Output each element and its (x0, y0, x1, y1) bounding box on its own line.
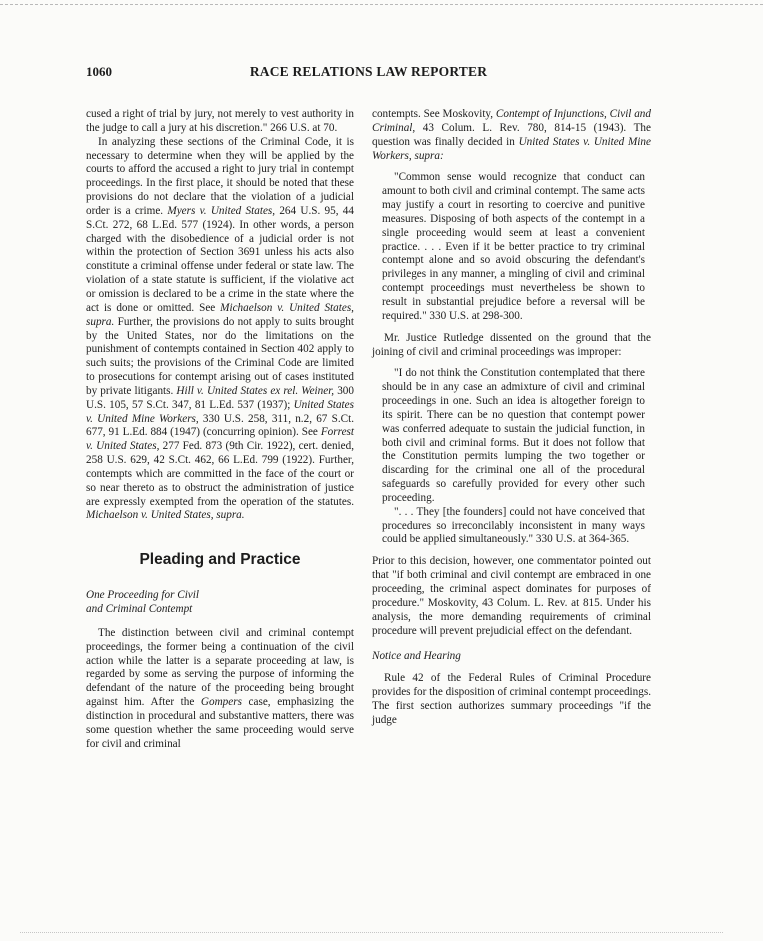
paragraph: contempts. See Moskovity, Contempt of Injunctions, Civil and Criminal, 43 Colum. L. Rev. 780, 814-15 (1943). The question was finally decided in United States v. United Mine Workers, supra: (372, 108, 651, 162)
paragraph: The distinction between civil and criminal contempt proceedings, the former being a continuation of the civil action while the latter is a separate proceeding at law, is regarded by some as serving the purpose of informing the defendant of the nature of the proceeding being brought against him. After the Gompers case, emphasizing the distinction in procedural and substantive matters, there was some question whether the same proceeding would serve for civil and criminal (86, 626, 354, 750)
paragraph: Prior to this decision, however, one commentator pointed out that "if both criminal and civil contempt are embraced in one proceeding, the criminal aspect dominates for purposes of procedure." Moskovity, 43 Colum. L. Rev. at 815. Under his analysis, the more demanding requirements of criminal procedure will prevent prejudicial effect on the defendant. (372, 555, 651, 637)
case-citation: Forrest v. United States, (86, 426, 354, 453)
paragraph: In analyzing these sections of the Criminal Code, it is necessary to determine when they will be applied by the courts to afford the accused a right to jury trial in contempt proceedings. In the first place, it should be noted that these provisions do not declare that the violation of a judicial order is a crime. Myers v. United States, 264 U.S. 95, 44 S.Ct. 272, 68 L.Ed. 577 (1924). In other words, a person charged with the disobedience of a judicial order is not within the protection of Section 3691 unless his acts also constitute a criminal offense under federal or state law. The violation of a state statute is sufficient, if the violative act or omission is declared to be a crime in the state where the act is done or omitted. See Michaelson v. United States, supra. Further, the provisions do not apply to suits brought by the United States, nor do the limitations on the punishment of contempts contained in Section 402 apply to such suits; the provisions of the Criminal Code are limited to prosecutions for contempt arising out of cases instituted by private litigants. Hill v. United States ex rel. Weiner, 300 U.S. 105, 57 S.Ct. 347, 81 L.Ed. 537 (1937); United States v. United Mine Workers, 330 U.S. 258, 311, n.2, 67 S.Ct. 677, 91 L.Ed. 884 (1947) (concurring opinion). See Forrest v. United States, 277 Fed. 873 (9th Cir. 1922), cert. denied, 258 U.S. 629, 42 S.Ct. 462, 66 L.Ed. 799 (1922). Further, contempts which are committed in the face of the court or so near thereto as to obstruct the administration of justice are expressly exempted from the operation of the statutes. Michaelson v. United States, supra. (86, 135, 355, 522)
scan-top-border (0, 4, 763, 5)
scan-bottom-border (20, 932, 723, 933)
section-title: Pleading and Practice (139, 551, 301, 569)
article-citation: Contempt of Injunctions, Civil and Criminal, (372, 108, 651, 134)
paragraph: Mr. Justice Rutledge dissented on the ground that the joining of civil and criminal proceedings was improper: (372, 331, 651, 358)
subsection-heading: Notice and Hearing (372, 650, 461, 663)
paragraph: cused a right of trial by jury, not merely to vest authority in the judge to call a jury at his discretion." 266 U.S. at 70. (86, 108, 354, 134)
case-citation: Gompers (200, 696, 242, 709)
case-citation: Hill v. United States ex rel. Weiner, (176, 384, 335, 397)
case-citation: Myers v. United States, (167, 204, 276, 217)
block-quote: "I do not think the Constitution contemplated that there should be in any case an admixture of civil and criminal proceedings in one. Such an idea is altogether foreign to its spirit. There can be no question that contempt power was conferred adequate to sustain the judicial function, in both civil and criminal forms. But it does not follow that the Constitution permits lumping the two together or discarding for the criminal one all of the procedural safeguards so carefully provided for every other such proceeding. ". . . They [the founders] could not have conceived that procedures so irreconcilably inconsistent in many ways could be applied simultaneously." 330 U.S. at 364-365. (382, 367, 645, 546)
block-quote: "Common sense would recognize that conduct can amount to both civil and criminal contempt. The same acts may justify a court in resorting to coercive and punitive measures. Disposing of both aspects of the contempt in a single proceeding would seem at least a convenient practice. . . . Even if it be better practice to try criminal contempt alone and so avoid obscuring the defendant's privileges in any manner, a mingling of civil and criminal contempt proceedings must nevertheless be shown to result in substantial prejudice before a reversal will be required." 330 U.S. at 298-300. (382, 171, 645, 322)
running-title: RACE RELATIONS LAW REPORTER (249, 64, 488, 79)
page-number: 1060 (86, 64, 112, 79)
case-citation: United States v. United Mine Workers, (86, 398, 354, 425)
case-citation: Michaelson v. United States, supra. (86, 509, 245, 522)
case-citation: Michaelson v. United States, supra. (86, 301, 354, 328)
right-column (372, 108, 651, 728)
page-header (86, 64, 651, 84)
subsection-heading: One Proceeding for Civil and Criminal Contempt (86, 589, 199, 615)
paragraph: Rule 42 of the Federal Rules of Criminal Procedure provides for the disposition of criminal contempt proceedings. The first section authorizes summary proceedings "if the judge (372, 672, 652, 726)
left-column (86, 108, 354, 751)
case-citation: United States v. United Mine Workers, supra: (372, 135, 651, 162)
